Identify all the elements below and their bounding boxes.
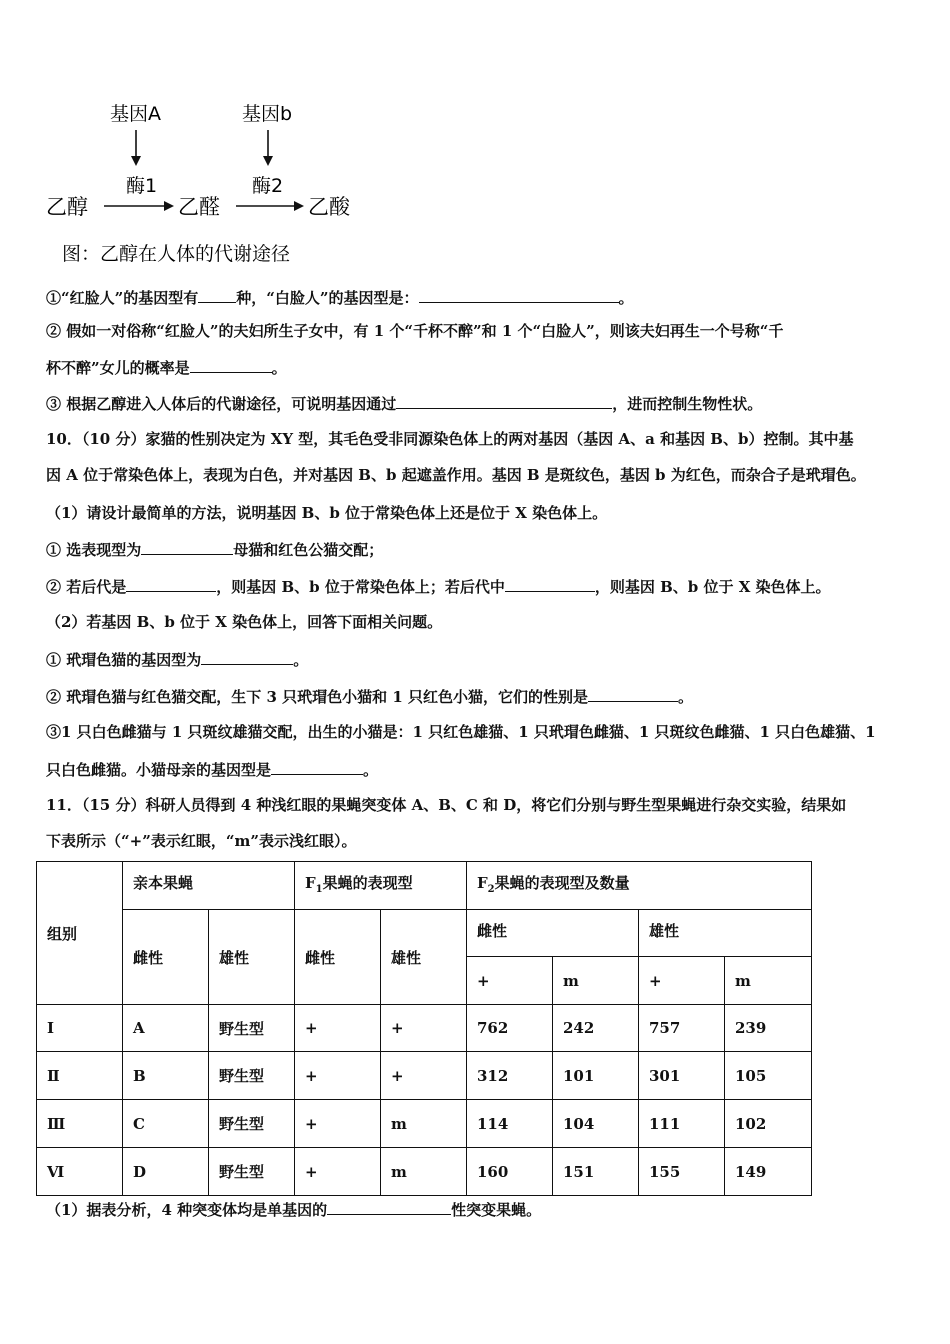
f2-female-plus-header: + [467,957,553,1005]
q11-part1: （1）据表分析，4 种突变体均是单基因的 性突变果蝇。 [46,1201,542,1219]
table-cell: 242 [553,1005,639,1052]
table-cell: + [295,1148,381,1196]
table-cell: 757 [639,1005,725,1052]
answer-blank[interactable] [419,287,619,303]
q9-item1: ①“红脸人”的基因型有 种，“白脸人”的基因型是： 。 [46,289,634,307]
table-cell: A [123,1005,209,1052]
metabolic-pathway-diagram [40,96,380,271]
f2-male-m-header: m [725,957,812,1005]
table-cell: 149 [725,1148,812,1196]
q10-part2-item3-line2: 只白色雌猫。小猫母亲的基因型是 。 [46,761,379,779]
acetaldehyde-label: 乙醛 [178,195,220,219]
down-arrow-icon [131,130,141,166]
q9-item3: ③ 根据乙醇进入人体后的代谢途径，可说明基因通过 ，进而控制生物性状。 [46,395,763,413]
f2-header: $F_2$果蝇的表现型及数量 [467,862,812,910]
answer-blank[interactable] [396,393,612,409]
table-cell: 野生型 [209,1148,295,1196]
f2-male-header: 雄性 [639,910,812,957]
table-cell: 762 [467,1005,553,1052]
answer-blank[interactable] [198,287,236,303]
q10-part1-item2: ② 若后代是 ，则基因 B、b 位于常染色体上；若后代中 ，则基因 B、b 位于 X 染色体上。 [46,578,831,596]
enzyme1-label: 酶1 [126,175,158,197]
answer-blank[interactable] [327,1199,451,1215]
q10-part1: （1）请设计最简单的方法，说明基因 B、b 位于常染色体上还是位于 X 染色体上。 [46,504,608,522]
parent-female-header: 雌性 [123,910,209,1005]
answer-blank[interactable] [588,686,678,702]
f2-female-header: 雌性 [467,910,639,957]
f1-female-header: 雌性 [295,910,381,1005]
answer-blank[interactable] [190,357,272,373]
drosophila-cross-table [36,861,812,1196]
table-cell: C [123,1100,209,1148]
table-cell: 301 [639,1052,725,1100]
q11-stem-line1: 11．（15 分）科研人员得到 4 种浅红眼的果蝇突变体 A、B、C 和 D，将它们分别与野生型果蝇进行杂交实验，结果如 [46,796,847,814]
table-cell: 160 [467,1148,553,1196]
table-row [37,1100,812,1148]
q10-stem-line1: 10．（10 分）家猫的性别决定为 XY 型，其毛色受非同源染色体上的两对基因（基因 A、a 和基因 B、b）控制。其中基 [46,430,854,448]
table-row [37,1148,812,1196]
table-cell: + [381,1052,467,1100]
q9-item2-line1: ② 假如一对俗称“红脸人”的夫妇所生子女中，有 1 个“千杯不醉”和 1 个“白脸人”，则该夫妇再生一个号称“千 [46,322,784,340]
table-cell: 野生型 [209,1005,295,1052]
table-cell: 312 [467,1052,553,1100]
q11-stem-line2: 下表所示（“+”表示红眼，“m”表示浅红眼）。 [46,832,357,850]
down-arrow-icon [263,130,273,166]
right-arrow-icon [236,201,304,211]
answer-blank[interactable] [271,759,363,775]
q10-part1-item1: ① 选表现型为 母猫和红色公猫交配； [46,541,384,559]
gene-b-label: 基因b [242,103,293,125]
table-cell: 野生型 [209,1052,295,1100]
enzyme2-label: 酶2 [252,175,284,197]
table-cell: 151 [553,1148,639,1196]
table-cell: 野生型 [209,1100,295,1148]
table-header-row [37,862,812,910]
group-header: 组别 [37,862,123,1005]
table-cell: + [295,1005,381,1052]
table-cell: Ⅰ [37,1005,123,1052]
answer-blank[interactable] [126,576,216,592]
answer-blank[interactable] [505,576,595,592]
table-cell: + [295,1052,381,1100]
acetic-acid-label: 乙酸 [308,195,350,219]
q10-part2-item2: ② 玳瑁色猫与红色猫交配，生下 3 只玳瑁色小猫和 1 只红色小猫，它们的性别是 。 [46,688,694,706]
table-cell: 155 [639,1148,725,1196]
diagram-caption: 图：乙醇在人体的代谢途径 [62,243,291,265]
table-cell: Ⅱ [37,1052,123,1100]
answer-blank[interactable] [201,649,293,665]
f1-male-header: 雄性 [381,910,467,1005]
table-cell: 239 [725,1005,812,1052]
table-cell: Ⅲ [37,1100,123,1148]
table-cell: 105 [725,1052,812,1100]
table-cell: D [123,1148,209,1196]
table-row [37,1052,812,1100]
table-cell: + [295,1100,381,1148]
table-cell: m [381,1148,467,1196]
f1-header: $F_1$果蝇的表现型 [295,862,467,910]
table-cell: 102 [725,1100,812,1148]
q10-part2-item1: ① 玳瑁色猫的基因型为 。 [46,651,309,669]
table-cell: 114 [467,1100,553,1148]
q9-item2-line2: 杯不醉”女儿的概率是 。 [46,359,287,377]
gene-a-label: 基因A [110,103,161,125]
table-cell: 101 [553,1052,639,1100]
table-cell: B [123,1052,209,1100]
parents-header: 亲本果蝇 [123,862,295,910]
answer-blank[interactable] [141,539,233,555]
table-cell: 104 [553,1100,639,1148]
table-cell: Ⅵ [37,1148,123,1196]
parent-male-header: 雄性 [209,910,295,1005]
q10-part2: （2）若基因 B、b 位于 X 染色体上，回答下面相关问题。 [46,613,443,631]
q10-stem-line2: 因 A 位于常染色体上，表现为白色，并对基因 B、b 起遮盖作用。基因 B 是斑纹色，基因 b 为红色，而杂合子是玳瑁色。 [46,466,866,484]
table-header-row [37,910,812,957]
table-cell: 111 [639,1100,725,1148]
table-row [37,1005,812,1052]
f2-female-m-header: m [553,957,639,1005]
right-arrow-icon [104,201,174,211]
table-cell: m [381,1100,467,1148]
ethanol-label: 乙醇 [46,195,88,219]
q10-part2-item3-line1: ③1 只白色雌猫与 1 只斑纹雄猫交配，出生的小猫是：1 只红色雄猫、1 只玳瑁色雌猫、1 只斑纹色雌猫、1 只白色雄猫、1 [46,723,876,741]
f2-male-plus-header: + [639,957,725,1005]
table-cell: + [381,1005,467,1052]
